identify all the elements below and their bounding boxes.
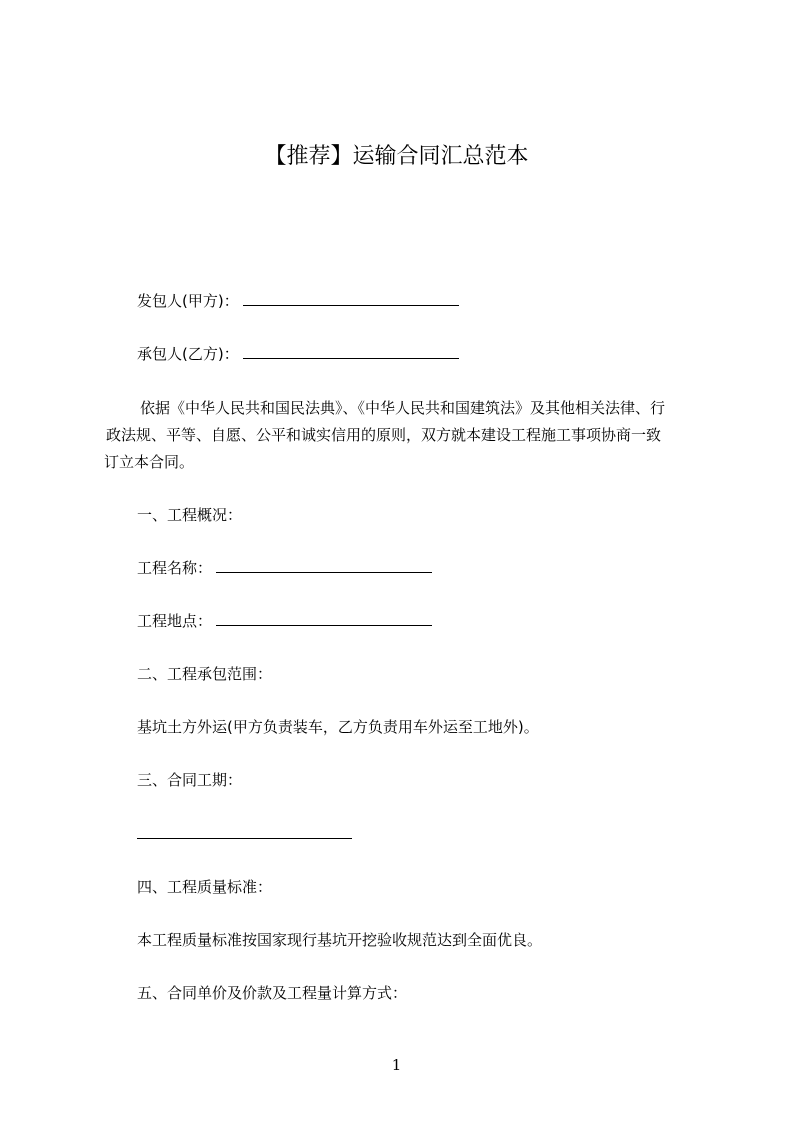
intro-line-2: 政法规、平等、自愿、公平和诚实信用的原则，双方就本建设工程施工事项协商一致 — [106, 426, 662, 444]
section2-text: 基坑土方外运(甲方负责装车，乙方负责用车外运至工地外)。 — [137, 718, 539, 736]
party-b-label: 承包人(乙方)： — [137, 345, 239, 363]
section2-heading: 二、工程承包范围： — [137, 665, 273, 683]
project-location-blank — [216, 611, 432, 626]
project-location-row — [137, 611, 432, 631]
section4-text: 本工程质量标准按国家现行基坑开挖验收规范达到全面优良。 — [137, 931, 543, 949]
section4-heading: 四、工程质量标准： — [137, 878, 273, 896]
contract-period-blank — [137, 824, 352, 839]
section5-heading: 五、合同单价及价款及工程量计算方式： — [137, 984, 408, 1002]
intro-line-1: 依据《中华人民共和国民法典》、《中华人民共和国建筑法》及其他相关法律、行 — [140, 399, 666, 417]
section3-heading: 三、合同工期： — [137, 771, 243, 789]
party-a-blank — [243, 291, 459, 306]
section1-heading: 一、工程概况： — [137, 506, 243, 524]
project-name-blank — [216, 558, 432, 573]
party-a-label: 发包人(甲方)： — [137, 292, 239, 310]
party-b-row — [137, 344, 459, 364]
project-name-label: 工程名称： — [137, 559, 213, 577]
document-title: 【推荐】运输合同汇总范本 — [264, 144, 529, 169]
project-location-label: 工程地点： — [137, 612, 213, 630]
page-number: 1 — [391, 1056, 402, 1074]
intro-line-3: 订立本合同。 — [104, 453, 195, 471]
party-a-row — [137, 291, 459, 311]
project-name-row — [137, 558, 432, 578]
intro-paragraph — [104, 395, 704, 476]
party-b-blank — [243, 344, 459, 359]
